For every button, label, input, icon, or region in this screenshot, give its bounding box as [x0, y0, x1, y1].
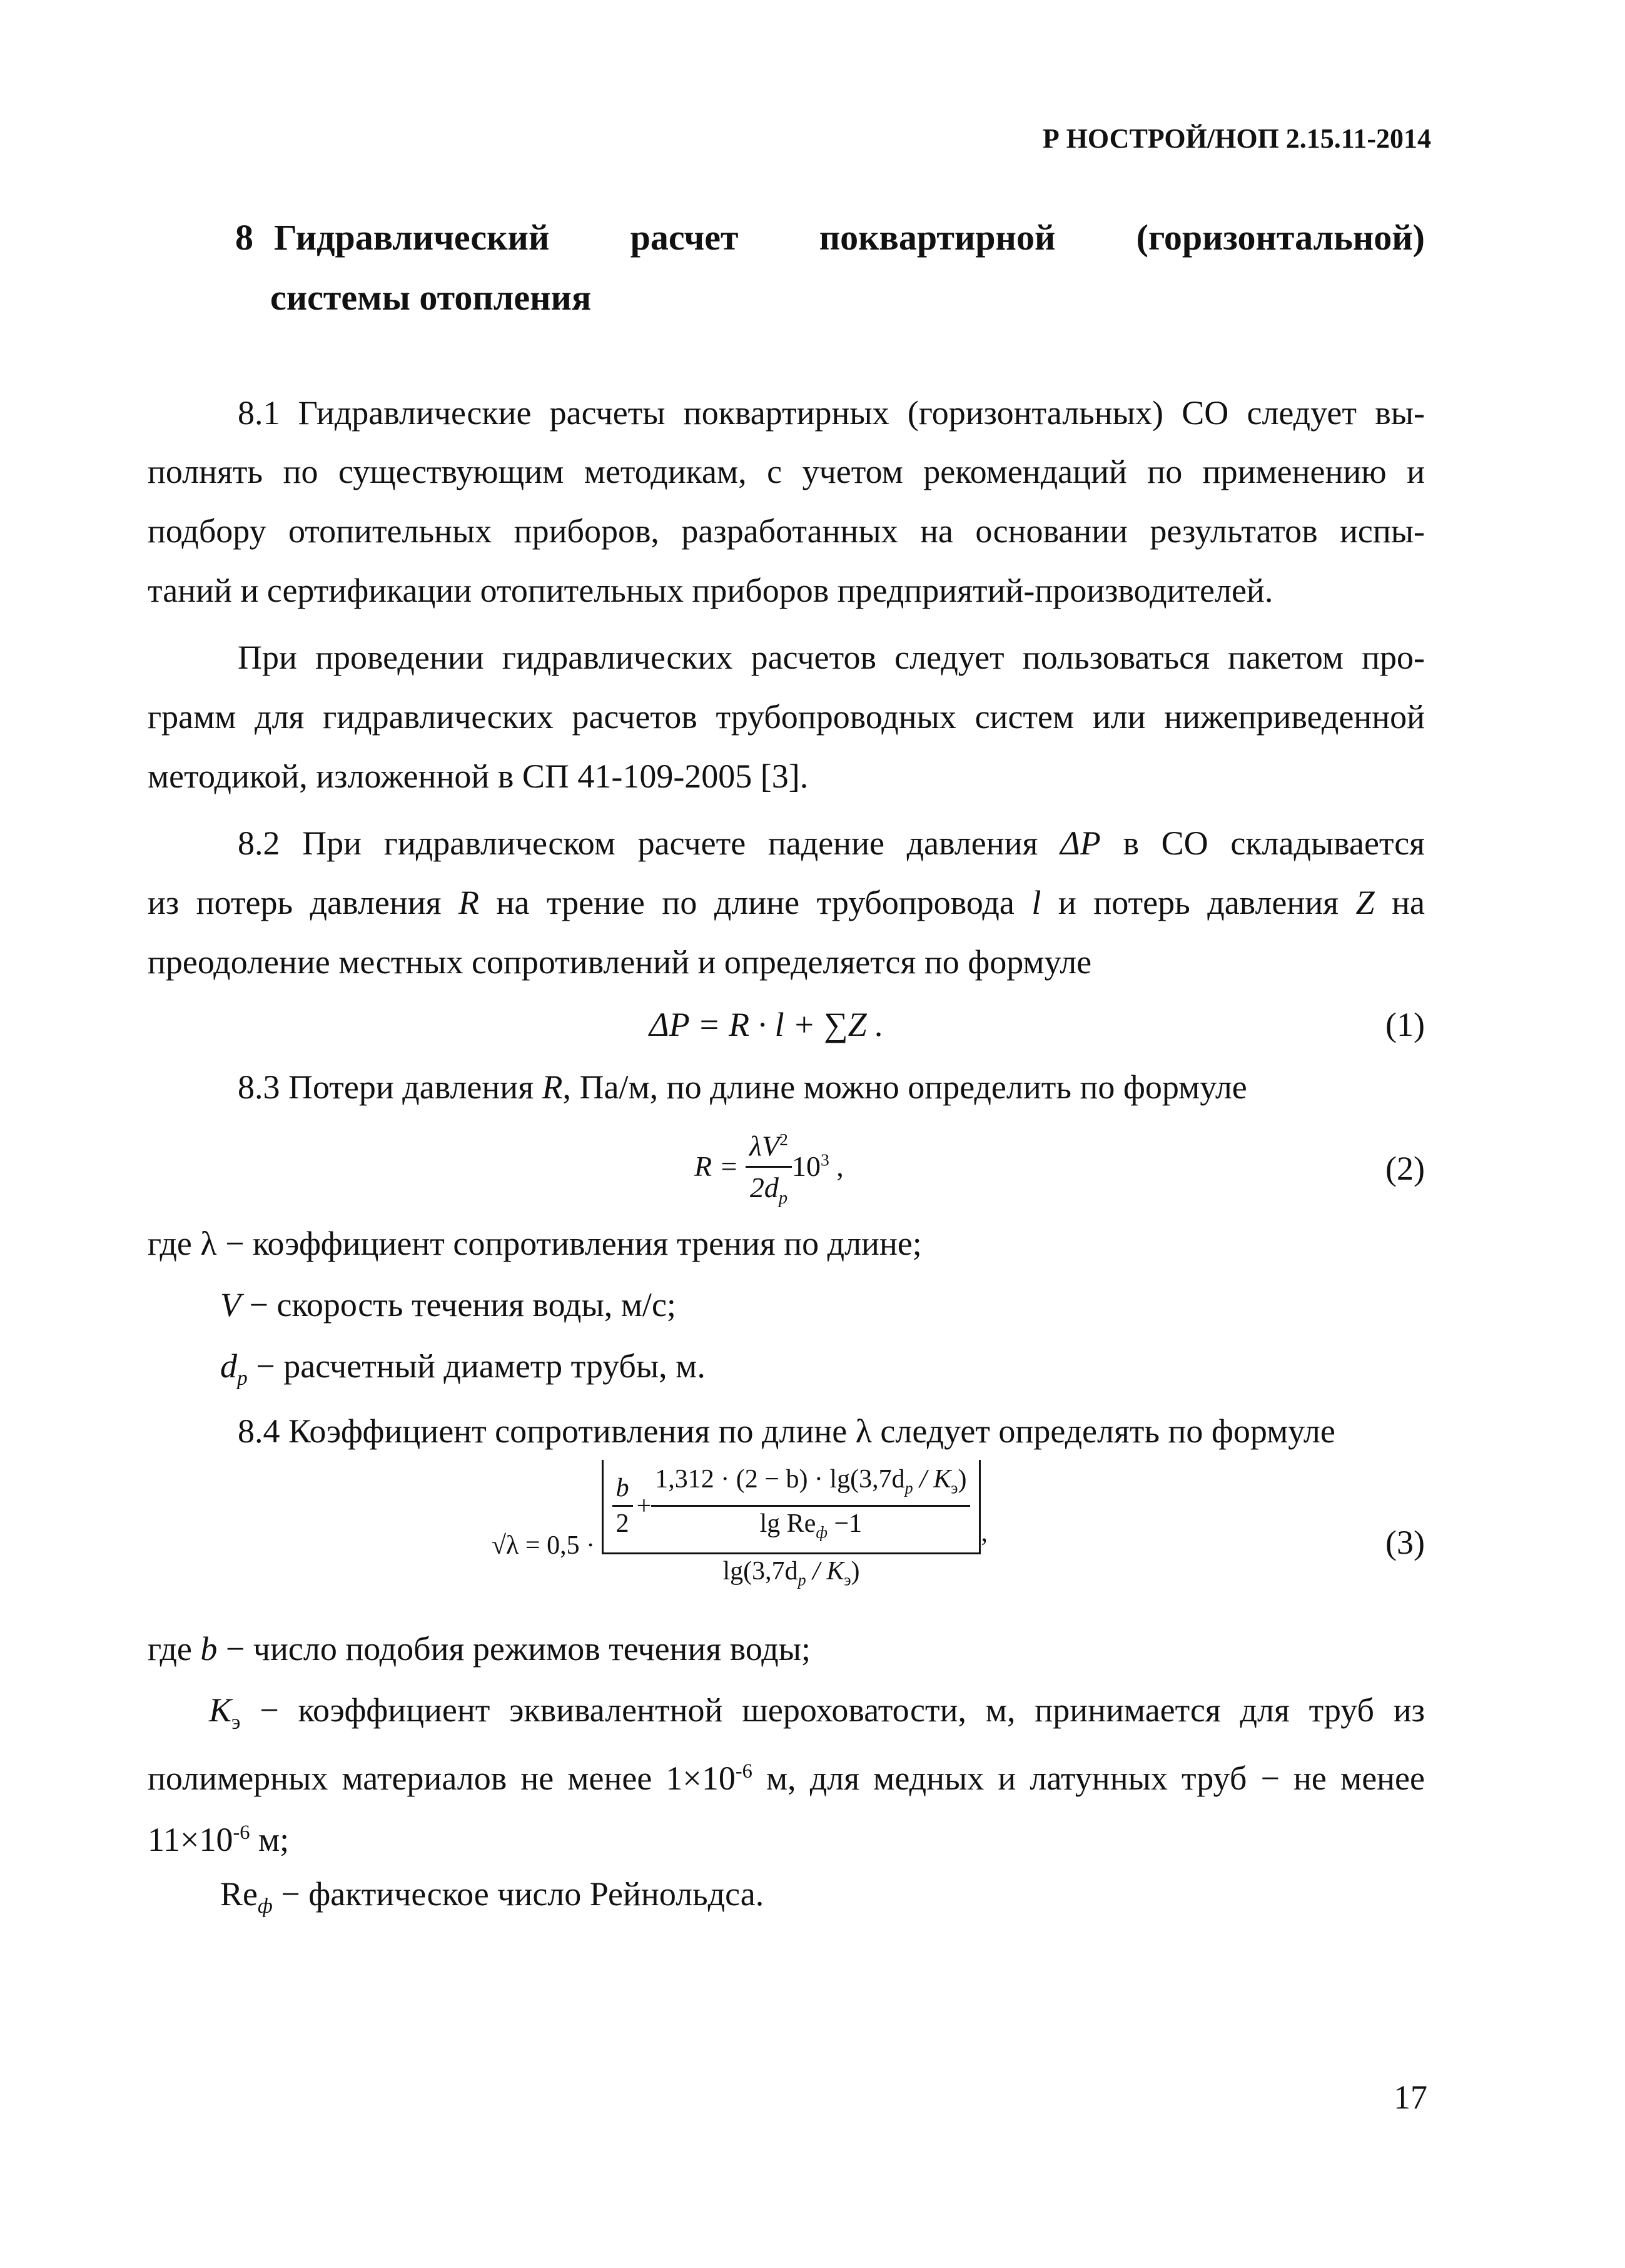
fraction: $\frac{\lambda V^2}{2d_p}$	[746, 1120, 792, 1219]
paragraph-line: полнять по существующим методикам, с учетом рекомендаций по применению и	[148, 453, 1425, 490]
paragraph-line: таний и сертификации отопительных приборов предприятий-производителей.	[148, 572, 1273, 609]
paragraph-line: V − скорость течения воды, м/с;	[220, 1286, 676, 1324]
paragraph-line: 8.2 При гидравлическом расчете падение давления ΔP в СО складывается	[238, 824, 1425, 862]
title-word: поквартирной	[819, 217, 1056, 258]
title-word: (горизонтальной)	[1136, 217, 1425, 258]
fraction-outer: $\frac{b}{2}$ + $\frac{1,312 \cdot (2 - b) \cdot \lg(3,7d_p / K_э)}{\lg Re_ф -1}$ $\lg(3,7d_p / K_э)$	[602, 1460, 981, 1597]
paragraph-line: из потерь давления R на трение по длине трубопровода l и потерь давления Z на	[148, 884, 1425, 921]
paragraph-line: 8.4 Коэффициент сопротивления по длине λ следует определять по формуле	[238, 1412, 1335, 1450]
page-number: 17	[1394, 2078, 1427, 2116]
paragraph-line: преодоление местных сопротивлений и определяется по формуле	[148, 943, 1092, 981]
paragraph-line: 8.3 Потери давления R, Па/м, по длине можно определить по формуле	[238, 1068, 1247, 1106]
paragraph-line: где λ − коэффициент сопротивления трения по длине;	[148, 1225, 922, 1262]
equation-1: ΔP = R · l + ∑Z .	[649, 1006, 884, 1043]
title-word: Гидравлический	[274, 217, 550, 258]
paragraph-line: $Re_ф$ − фактическое число Рейнольдса.	[220, 1875, 764, 1918]
document-code: Р НОСТРОЙ/НОП 2.15.11-2014	[1042, 123, 1431, 154]
paragraph-line: $K_э$ − коэффициент эквивалентной шероховатости, м, принимается для труб из	[209, 1691, 1425, 1734]
equation-number-3: (3)	[1385, 1524, 1425, 1561]
section-title-line-2: системы отопления	[270, 277, 592, 318]
paragraph-line: $d_p$ − расчетный диаметр трубы, м.	[220, 1347, 706, 1390]
paragraph-line: где b − число подобия режимов течения воды;	[148, 1630, 811, 1668]
paragraph-line: подбору отопительных приборов, разработанных на основании результатов испы-	[148, 512, 1425, 550]
paragraph-line: методикой, изложенной в СП 41-109-2005 [3].	[148, 757, 809, 795]
paragraph-line: грамм для гидравлических расчетов трубопроводных систем или нижеприведенной	[148, 698, 1425, 736]
section-number: 8	[235, 217, 253, 258]
paragraph-line: $11\times 10^{-6}$ м;	[148, 1821, 290, 1858]
title-word: расчет	[630, 217, 739, 258]
fraction-inner: $\frac{1,312 \cdot (2 - b) \cdot \lg(3,7d_p / K_э)}{\lg Re_ф -1}$	[651, 1462, 970, 1550]
paragraph-line: полимерных материалов не менее $1\times 10^{-6}$ м, для медных и латунных труб − не менее	[148, 1759, 1425, 1797]
equation-3: √λ = 0,5 · $\frac{b}{2}$ + $\frac{1,312 \cdot (2 - b) \cdot \lg(3,7d_p / K_э)}{\lg Re_ф -1}$ $\lg(3,7d_p / K_э)$ ,	[492, 1460, 988, 1597]
paragraph-line: При проведении гидравлических расчетов следует пользоваться пакетом про-	[238, 639, 1425, 676]
equation-2: R = $\frac{\lambda V^2}{2d_p}$ $10^3$ ,	[694, 1120, 844, 1219]
paragraph-line: 8.1 Гидравлические расчеты поквартирных (горизонтальных) СО следует вы-	[238, 394, 1425, 432]
section-title-line-1	[274, 208, 1425, 268]
fraction-b-over-2: $\frac{b}{2}$	[612, 1471, 633, 1541]
equation-number-1: (1)	[1385, 1006, 1425, 1043]
equation-number-2: (2)	[1385, 1150, 1425, 1187]
